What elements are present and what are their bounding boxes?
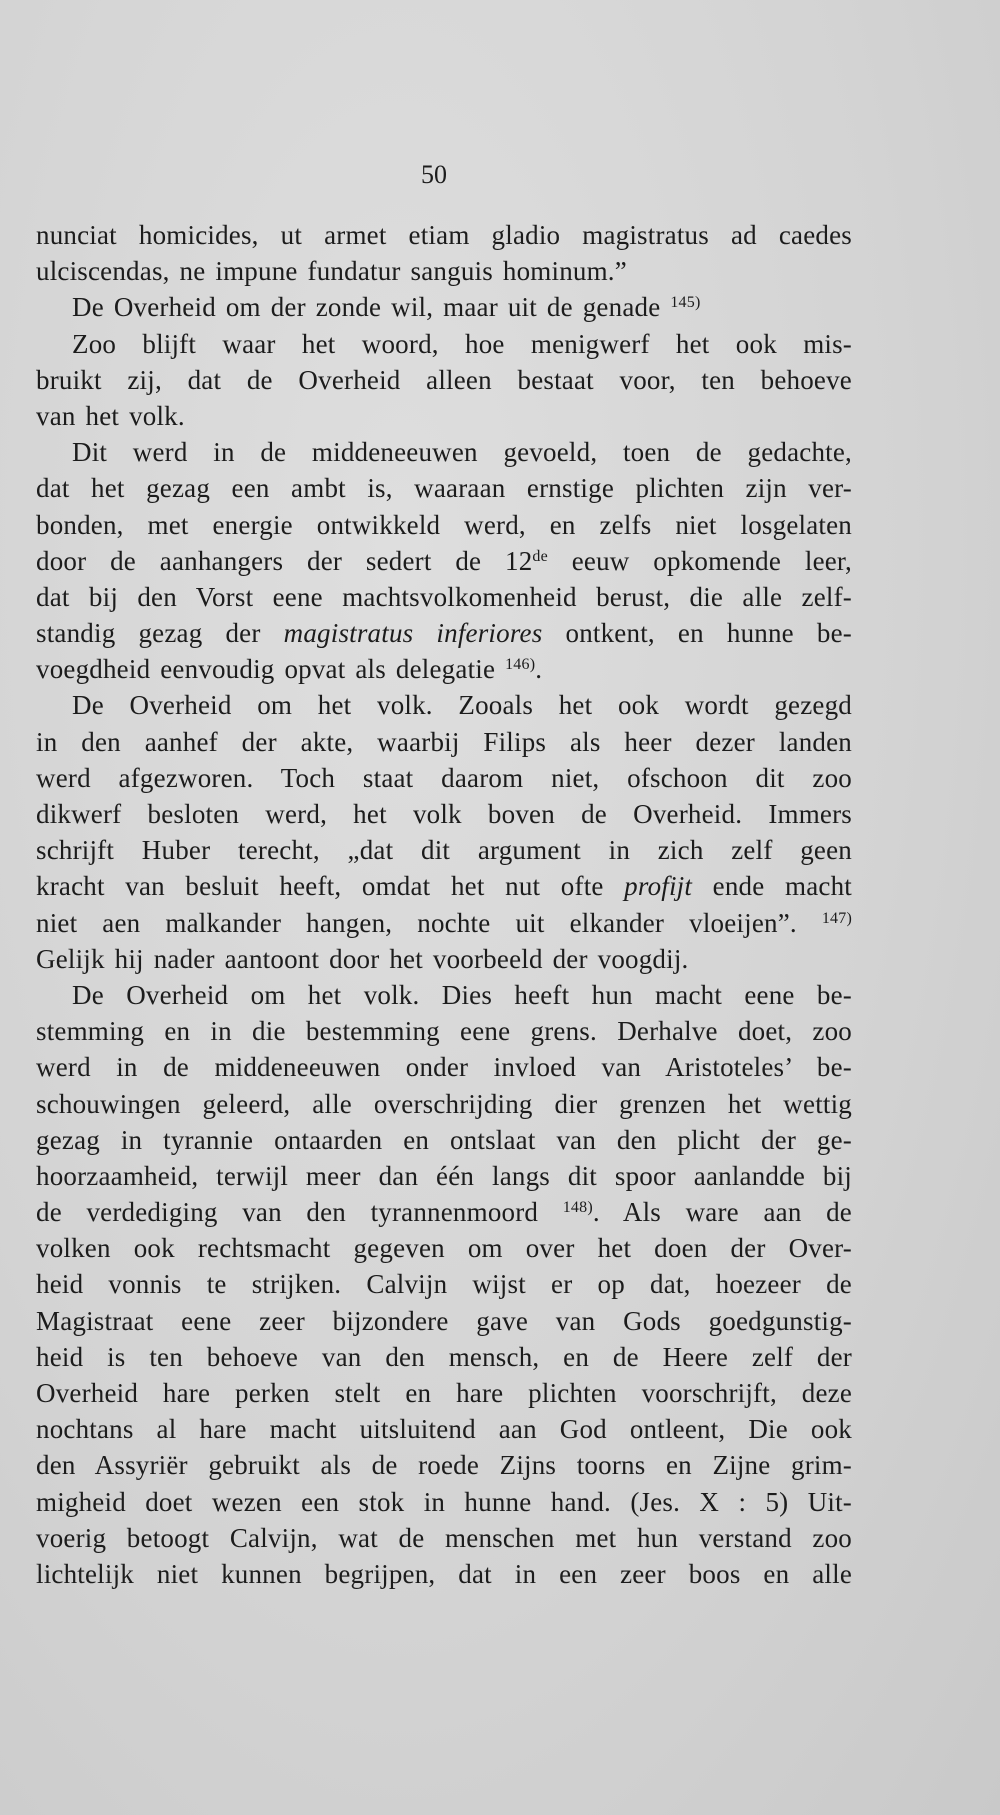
text-line xyxy=(36,470,852,506)
line-text: Dit werd in de middeneeuwen gevoeld, toen de gedachte, xyxy=(72,437,852,468)
text-line xyxy=(36,1122,852,1158)
text-line xyxy=(36,687,852,723)
text-line xyxy=(36,326,852,362)
text-line xyxy=(36,941,852,977)
text-line xyxy=(36,1303,852,1339)
text-line xyxy=(36,362,852,398)
page-number: 50 xyxy=(421,160,447,189)
text-line xyxy=(36,579,852,615)
italic-term: magistratus inferiores xyxy=(283,618,543,649)
text-line xyxy=(36,1230,852,1266)
text-line xyxy=(36,868,852,904)
text-line xyxy=(36,1375,852,1411)
line-text: bruikt zij, dat de Overheid alleen bestaat voor, ten behoeve xyxy=(36,364,852,395)
text-line xyxy=(36,289,852,325)
line-text: niet aen malkander hangen, nochte uit elkander vloeijen”. xyxy=(36,907,822,938)
line-text: de verdediging van den tyrannenmoord xyxy=(36,1197,563,1228)
text-line xyxy=(36,651,852,687)
line-text: kracht van besluit heeft, omdat het nut ofte xyxy=(36,871,625,902)
text-line xyxy=(36,1049,852,1085)
text-line xyxy=(36,796,852,832)
line-text: volken ook rechtsmacht gegeven om over het doen der Over- xyxy=(36,1233,852,1264)
italic-term: profijt xyxy=(624,871,693,902)
text-line xyxy=(36,1194,852,1230)
line-text: in den aanhef der akte, waarbij Filips als heer dezer landen xyxy=(36,726,852,757)
line-text: Overheid hare perken stelt en hare plichten voorschrijft, deze xyxy=(36,1378,852,1408)
line-text: bonden, met energie ontwikkeld werd, en zelfs niet losgelaten xyxy=(36,509,852,540)
line-text: werd in de middeneeuwen onder invloed van Aristoteles’ be- xyxy=(36,1052,852,1083)
line-text: standig gezag der xyxy=(36,618,284,649)
text-line xyxy=(36,1520,852,1556)
text-line xyxy=(36,1411,852,1447)
line-text: Zoo blijft waar het woord, hoe menigwerf het ook mis- xyxy=(72,328,852,359)
text-line xyxy=(36,398,852,434)
line-text: ulciscendas, ne impune fundatur sanguis hominum.” xyxy=(36,256,627,287)
line-text: De Overheid om het volk. Dies heeft hun macht eene be- xyxy=(72,979,852,1010)
text-line xyxy=(36,1013,852,1049)
line-text: nunciat homicides, ut armet etiam gladio magistratus ad caedes xyxy=(36,220,852,250)
footnote-reference: 148) xyxy=(562,1199,593,1217)
text-line xyxy=(36,434,852,470)
line-text: dikwerf besloten werd, het volk boven de Overheid. Immers xyxy=(36,799,852,829)
text-line xyxy=(36,1447,852,1483)
line-text: voerig betoogt Calvijn, wat de menschen met hun verstand zoo xyxy=(36,1522,852,1553)
line-text-after: ontkent, en hunne be- xyxy=(542,618,852,649)
text-line xyxy=(36,724,852,760)
line-text: lichtelijk niet kunnen begrijpen, dat in een zeer boos en alle xyxy=(36,1558,852,1589)
body-text xyxy=(36,217,852,1592)
line-text-after: . Als ware aan de xyxy=(592,1197,852,1228)
line-text-after: . xyxy=(535,654,543,685)
text-line xyxy=(36,1266,852,1302)
footnote-reference: 147) xyxy=(821,909,852,927)
line-text: schouwingen geleerd, alle overschrijding dier grenzen het wettig xyxy=(36,1088,852,1119)
line-text: schrijft Huber terecht, „dat dit argument in zich zelf geen xyxy=(36,835,852,866)
text-line xyxy=(36,1086,852,1122)
line-text: Gelijk hij nader aantoont door het voorbeeld der voogdij. xyxy=(36,943,689,974)
text-line xyxy=(36,217,852,253)
line-text: heid is ten behoeve van den mensch, en de Heere zelf der xyxy=(36,1341,852,1372)
line-text: dat bij den Vorst eene machtsvolkomenheid berust, die alle zelf- xyxy=(36,581,852,612)
line-text: heid vonnis te strijken. Calvijn wijst er op dat, hoezeer de xyxy=(36,1269,852,1300)
ordinal-suffix: de xyxy=(532,547,548,565)
text-line xyxy=(36,1339,852,1375)
text-line xyxy=(36,760,852,796)
footnote-reference: 145) xyxy=(670,294,701,312)
text-line xyxy=(36,905,852,941)
text-line xyxy=(36,977,852,1013)
text-line xyxy=(36,615,852,651)
line-text-after: ende macht xyxy=(692,871,852,902)
line-text: stemming en in die bestemming eene grens. Derhalve doet, zoo xyxy=(36,1016,852,1047)
line-text: den Assyriër gebruikt als de roede Zijns toorns en Zijne grim- xyxy=(36,1450,852,1481)
text-line xyxy=(36,253,852,289)
line-text: De Overheid om het volk. Zooals het ook wordt gezegd xyxy=(72,690,852,721)
text-line xyxy=(36,507,852,543)
line-text: door de aanhangers der sedert de 12 xyxy=(36,545,533,576)
line-text-after: eeuw opkomende leer, xyxy=(547,545,852,576)
line-text: migheid doet wezen een stok in hunne hand. (Jes. X : 5) Uit- xyxy=(36,1486,852,1517)
line-text: van het volk. xyxy=(36,400,185,431)
line-text: werd afgezworen. Toch staat daarom niet, ofschoon dit zoo xyxy=(36,762,852,793)
line-text: nochtans al hare macht uitsluitend aan God ontleent, Die ook xyxy=(36,1414,852,1445)
text-line xyxy=(36,1556,852,1592)
text-line xyxy=(36,832,852,868)
line-text: De Overheid om der zonde wil, maar uit de genade xyxy=(72,292,671,323)
text-line xyxy=(36,543,852,579)
text-line xyxy=(36,1484,852,1520)
text-line xyxy=(36,1158,852,1194)
line-text: voegdheid eenvoudig opvat als delegatie xyxy=(36,654,506,685)
line-text: Magistraat eene zeer bijzondere gave van Gods goedgunstig- xyxy=(36,1305,852,1336)
line-text: hoorzaamheid, terwijl meer dan één langs dit spoor aanlandde bij xyxy=(36,1160,852,1191)
footnote-reference: 146) xyxy=(505,656,536,674)
line-text: dat het gezag een ambt is, waaraan ernstige plichten zijn ver- xyxy=(36,473,852,504)
line-text: gezag in tyrannie ontaarden en ontslaat van den plicht der ge- xyxy=(36,1124,852,1155)
